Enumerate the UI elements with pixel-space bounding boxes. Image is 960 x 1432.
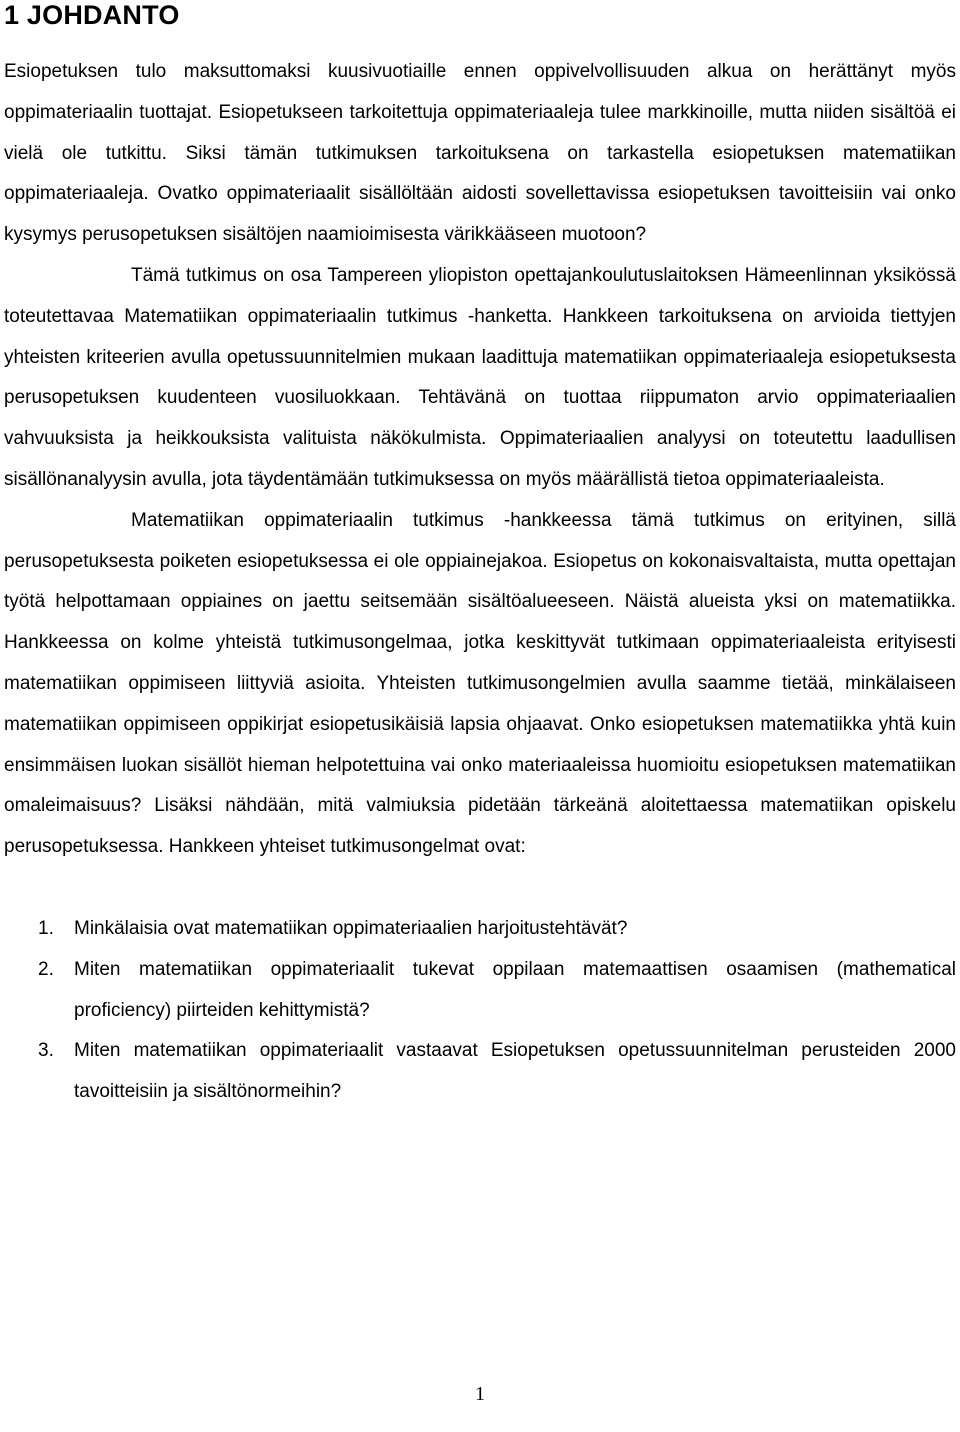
paragraph-2: Tämä tutkimus on osa Tampereen yliopiston opettajankoulutuslaitoksen Hämeenlinnan yksikössä toteutettavaa Matematiikan oppimateriaalin tutkimus -hanketta. Hankkeen tarkoituksena on arvioida tiettyjen yhteisten kriteerien avulla opetussuunnitelmien mukaan laadittuja matematiikan oppimateriaaleja esiopetuksesta perusopetuksen kuudenteen vuosiluokkaan. Tehtävänä on tuottaa riippumaton arvio oppimateriaalien vahvuuksista ja heikkouksista valituista näkökulmista. Oppimateriaalien analyysi on toteutettu laadullisen sisällönanalyysin avulla, jota täydentämään tutkimuksessa on myös määrällistä tietoa oppimateriaaleista.: [4, 264, 956, 490]
list-item-number: 1.: [38, 917, 54, 939]
paragraph-3: Matematiikan oppimateriaalin tutkimus -hankkeessa tämä tutkimus on erityinen, sillä perusopetuksesta poiketen esiopetuksessa ei ole oppiainejakoa. Esiopetus on kokonaisvaltaista, mutta opettajan työtä helpottamaan oppiaines on jaettu seitsemään sisältöalueeseen. Näistä alueista yksi on matematiikka. Hankkeessa on kolme yhteistä tutkimusongelmaa, jotka keskittyvät tutkimaan oppimateriaaleista erityisesti matematiikan oppimiseen liittyviä asioita. Yhteisten tutkimusongelmien avulla saamme tietää, minkälaiseen matematiikan oppimiseen oppikirjat esiopetusikäisiä lapsia ohjaavat. Onko esiopetuksen matematiikka yhtä kuin ensimmäisen luokan sisällöt hieman helpotettuina vai onko materiaaleissa huomioitu esiopetuksen matematiikan omaleimaisuus? Lisäksi nähdään, mitä valmiuksia pidetään tärkeänä aloitettaessa matematiikan opiskelu perusopetuksessa. Hankkeen yhteiset tutkimusongelmat ovat:: [4, 509, 956, 858]
list-item-number: 2.: [38, 958, 54, 980]
page-number: 1: [475, 1383, 485, 1405]
list-item-text: Miten matematiikan oppimateriaalit vastaavat Esiopetuksen opetussuunnitelman perusteiden 2000 tavoitteisiin ja sisältönormeihin?: [74, 1040, 956, 1103]
list-item: [4, 909, 956, 950]
research-questions-list: [4, 909, 956, 1113]
list-item-number: 3.: [38, 1040, 54, 1062]
chapter-heading: 1 JOHDANTO: [4, 0, 180, 30]
document-page: [4, 0, 956, 1113]
list-item: [4, 950, 956, 1032]
list-item-text: Minkälaisia ovat matematiikan oppimateriaalien harjoitustehtävät?: [74, 917, 628, 939]
paragraph-1: Esiopetuksen tulo maksuttomaksi kuusivuotiaille ennen oppivelvollisuuden alkua on herättänyt myös oppimateriaalin tuottajat. Esiopetukseen tarkoitettuja oppimateriaaleja tulee markkinoille, mutta niiden sisältöä ei vielä ole tutkittu. Siksi tämän tutkimuksen tarkoituksena on tarkastella esiopetuksen matematiikan oppimateriaaleja. Ovatko oppimateriaalit sisällöltään aidosti sovellettavissa esiopetuksen tavoitteisiin vai onko kysymys perusopetuksen sisältöjen naamioimisesta värikkääseen muotoon?: [4, 61, 956, 246]
list-item: [4, 1031, 956, 1113]
list-item-text: Miten matematiikan oppimateriaalit tukevat oppilaan matemaattisen osaamisen (mathematical proficiency) piirteiden kehittymistä?: [74, 958, 956, 1021]
